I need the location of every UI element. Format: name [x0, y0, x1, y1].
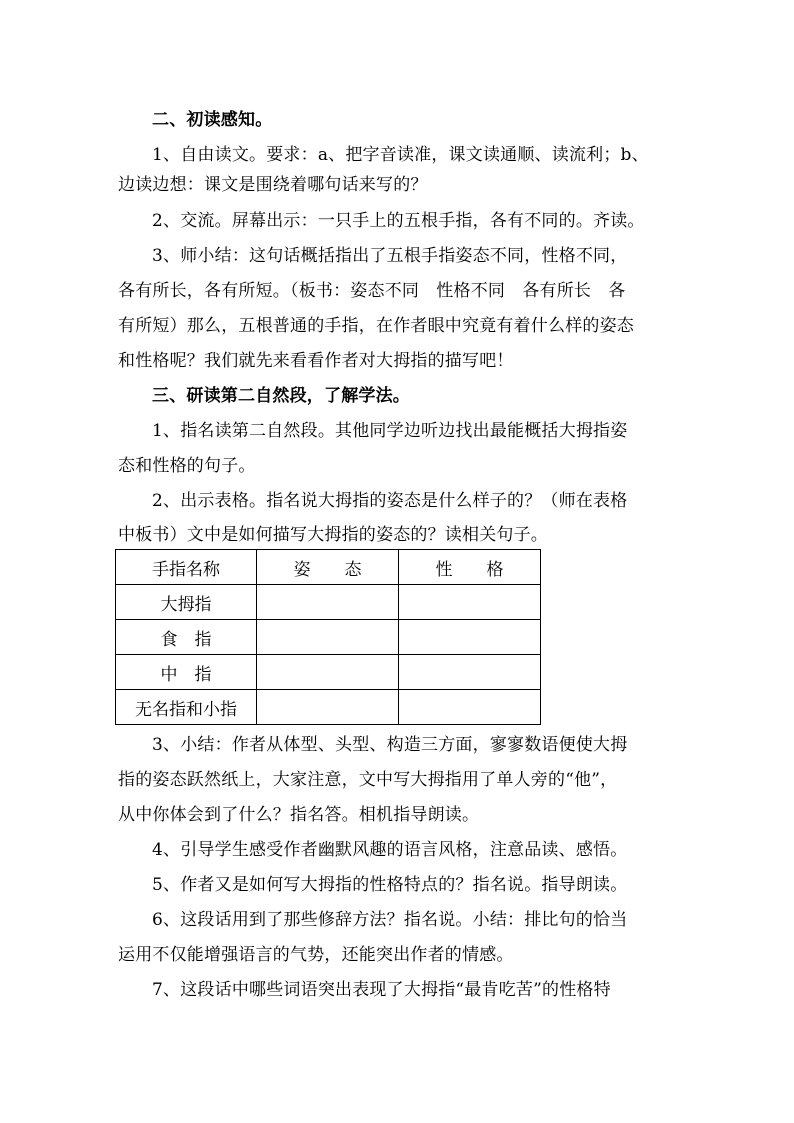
paragraph-line: 2、交流。屏幕出示：一只手上的五根手指，各有不同的。齐读。 [152, 211, 645, 231]
table-header-row [116, 550, 541, 585]
paragraph-line: 4、引导学生感受作者幽默风趣的语言风格，注意品读、感悟。 [152, 840, 628, 860]
paragraph-line: 从中你体会到了什么？指名答。相机指导朗读。 [118, 805, 480, 825]
table-row [116, 620, 541, 655]
table-header-cell: 手指名称 [116, 550, 257, 585]
paragraph-line: 指的姿态跃然纸上，大家注意，文中写大拇指用了单人旁的“他”， [118, 770, 618, 790]
table-row [116, 655, 541, 690]
section-heading-2: 二、初读感知。 [152, 110, 273, 130]
paragraph-line: 1、自由读文。要求：a、把字音读准，课文读通顺、读流利；b、 [152, 145, 649, 165]
table-cell [399, 620, 541, 655]
paragraph-line: 运用不仅能增强语言的气势，还能突出作者的情感。 [118, 945, 514, 965]
paragraph-line: 3、师小结：这句话概括指出了五根手指姿态不同，性格不同， [152, 246, 628, 266]
table-cell: 大拇指 [116, 585, 257, 620]
paragraph-line: 7、这段话中哪些词语突出表现了大拇指“最肯吃苦”的性格特 [152, 980, 611, 1000]
paragraph-line: 和性格呢？我们就先来看看作者对大拇指的描写吧！ [118, 351, 514, 371]
finger-table [115, 549, 541, 725]
table-cell [399, 585, 541, 620]
paragraph-line: 6、这段话用到了那些修辞方法？指名说。小结：排比句的恰当 [152, 910, 628, 930]
paragraph-line: 态和性格的句子。 [118, 456, 256, 476]
table-cell: 无名指和小指 [116, 690, 257, 725]
paragraph-line: 各有所长，各有所短。（板书：姿态不同 性格不同 各有所长 各 [118, 281, 626, 301]
table-cell [399, 655, 541, 690]
table-cell [257, 655, 399, 690]
table-header-cell: 性 格 [399, 550, 541, 585]
table-cell [257, 585, 399, 620]
table-row [116, 585, 541, 620]
paragraph-line: 1、指名读第二自然段。其他同学边听边找出最能概括大拇指姿 [152, 421, 628, 441]
section-heading-3: 三、研读第二自然段，了解学法。 [152, 386, 410, 406]
table-cell [257, 620, 399, 655]
paragraph-line: 2、出示表格。指名说大拇指的姿态是什么样子的？（师在表格 [152, 491, 628, 511]
table-row [116, 690, 541, 725]
paragraph-line: 中板书）文中是如何描写大拇指的姿态的？读相关句子。 [118, 525, 548, 545]
table-cell [257, 690, 399, 725]
paragraph-line: 3、小结：作者从体型、头型、构造三方面，寥寥数语便使大拇 [152, 735, 628, 755]
paragraph-line: 5、作者又是如何写大拇指的性格特点的？指名说。指导朗读。 [152, 875, 628, 895]
paragraph-line: 边读边想：课文是围绕着哪句话来写的？ [118, 175, 428, 195]
paragraph-line: 有所短）那么，五根普通的手指，在作者眼中究竟有着什么样的姿态 [118, 316, 634, 336]
table-cell [399, 690, 541, 725]
table-cell: 食 指 [116, 620, 257, 655]
table-header-cell: 姿 态 [257, 550, 399, 585]
table-cell: 中 指 [116, 655, 257, 690]
